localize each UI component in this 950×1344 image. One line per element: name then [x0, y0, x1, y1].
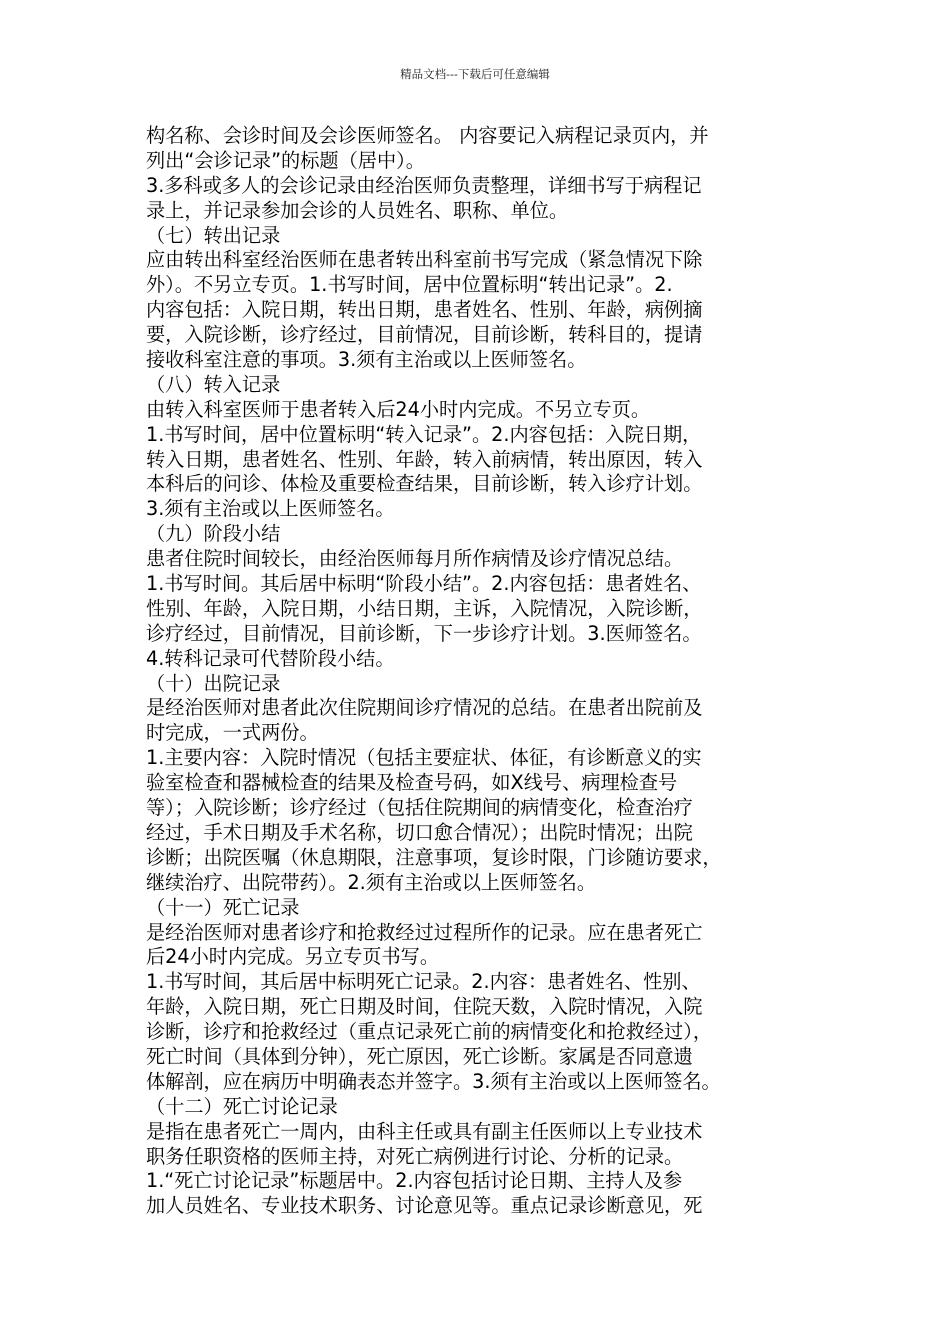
text-line: 验室检查和器械检查的结果及检查号码，如X线号、病理检查号 [146, 771, 678, 795]
text-line: （九）阶段小结 [146, 522, 281, 546]
text-line: 1.书写时间，居中位置标明“转入记录”。2.内容包括：入院日期， [146, 422, 702, 446]
text-line: 1.书写时间。其后居中标明“阶段小结”。2.内容包括：患者姓名、 [146, 572, 702, 596]
text-line: （十）出院记录 [146, 671, 281, 695]
text-line: （七）转出记录 [146, 223, 281, 247]
text-line: 3.须有主治或以上医师签名。 [146, 497, 395, 521]
text-line: 1.“死亡讨论记录”标题居中。2.内容包括讨论日期、主持人及参 [146, 1169, 683, 1193]
text-line: 是指在患者死亡一周内，由科主任或具有副主任医师以上专业技术 [146, 1119, 703, 1143]
text-line: 经过，手术日期及手术名称，切口愈合情况）；出院时情况；出院 [146, 820, 693, 844]
text-line: 3.多科或多人的会诊记录由经治医师负责整理，详细书写于病程记 [146, 173, 702, 197]
page-header: 精品文档---下载后可任意编辑 [400, 67, 550, 81]
text-line: 性别、年龄，入院日期，小结日期，主诉，入院情况，入院诊断， [146, 596, 703, 620]
text-line: （十一）死亡记录 [146, 895, 300, 919]
text-line: 诊断；出院医嘱（休息期限，注意事项，复诊时限，门诊随访要求， [146, 845, 722, 869]
text-line: 转入日期，患者姓名、性别、年龄，转入前病情，转出原因，转入 [146, 447, 703, 471]
text-line: 职务任职资格的医师主持，对死亡病例进行讨论、分析的记录。 [146, 1144, 684, 1168]
text-line: 后24小时内完成。另立专页书写。 [146, 945, 440, 969]
text-line: 接收科室注意的事项。3.须有主治或以上医师签名。 [146, 348, 587, 372]
text-line: 死亡时间（具体到分钟），死亡原因，死亡诊断。家属是否同意遗 [146, 1044, 693, 1068]
document-body [146, 124, 826, 1219]
text-line: 构名称、会诊时间及会诊医师签名。 内容要记入病程记录页内，并 [146, 124, 709, 147]
text-line: 本科后的问诊、体检及重要检查结果，目前诊断，转入诊疗计划。 [146, 472, 703, 496]
text-line: （八）转入记录 [146, 372, 281, 396]
text-line: 1.主要内容：入院时情况（包括主要症状、体征，有诊断意义的实 [146, 746, 702, 770]
text-line: 内容包括：入院日期，转出日期，患者姓名、性别、年龄，病例摘 [146, 298, 703, 322]
text-line: 是经治医师对患者此次住院期间诊疗情况的总结。在患者出院前及 [146, 696, 703, 720]
text-line: 体解剖，应在病历中明确表态并签字。3.须有主治或以上医师签名。 [146, 1069, 721, 1093]
text-line: 要，入院诊断，诊疗经过，目前情况，目前诊断，转科目的，提请 [146, 323, 703, 347]
text-line: 应由转出科室经治医师在患者转出科室前书写完成（紧急情况下除 [146, 248, 703, 272]
text-line: 时完成，一式两份。 [146, 721, 319, 745]
text-line: 等）；入院诊断；诊疗经过（包括住院期间的病情变化，检查治疗 [146, 796, 693, 820]
text-line: 年龄，入院日期，死亡日期及时间，住院天数，入院时情况，入院 [146, 995, 703, 1019]
text-line: 录上，并记录参加会诊的人员姓名、职称、单位。 [146, 198, 569, 222]
text-line: 是经治医师对患者诊疗和抢救经过过程所作的记录。应在患者死亡 [146, 920, 703, 944]
text-line: 诊断，诊疗和抢救经过（重点记录死亡前的病情变化和抢救经过）， [146, 1020, 713, 1044]
text-line: 继续治疗、出院带药）。2.须有主治或以上医师签名。 [146, 870, 597, 894]
text-line: 患者住院时间较长，由经治医师每月所作病情及诊疗情况总结。 [146, 547, 684, 571]
text-line: 加人员姓名、专业技术职务、讨论意见等。重点记录诊断意见，死 [146, 1194, 703, 1218]
text-line: 由转入科室医师于患者转入后24小时内完成。不另立专页。 [146, 397, 651, 421]
text-line: 诊疗经过，目前情况，目前诊断，下一步诊疗计划。3.医师签名。 [146, 621, 702, 645]
text-line: （十二）死亡讨论记录 [146, 1094, 338, 1118]
text-line: 4.转科记录可代替阶段小结。 [146, 646, 395, 670]
text-line: 1.书写时间，其后居中标明死亡记录。2.内容：患者姓名、性别、 [146, 970, 701, 994]
text-line: 列出“会诊记录”的标题（居中）。 [146, 148, 425, 172]
text-line: 外）。不另立专页。1.书写时间，居中位置标明“转出记录”。2. [146, 273, 673, 297]
